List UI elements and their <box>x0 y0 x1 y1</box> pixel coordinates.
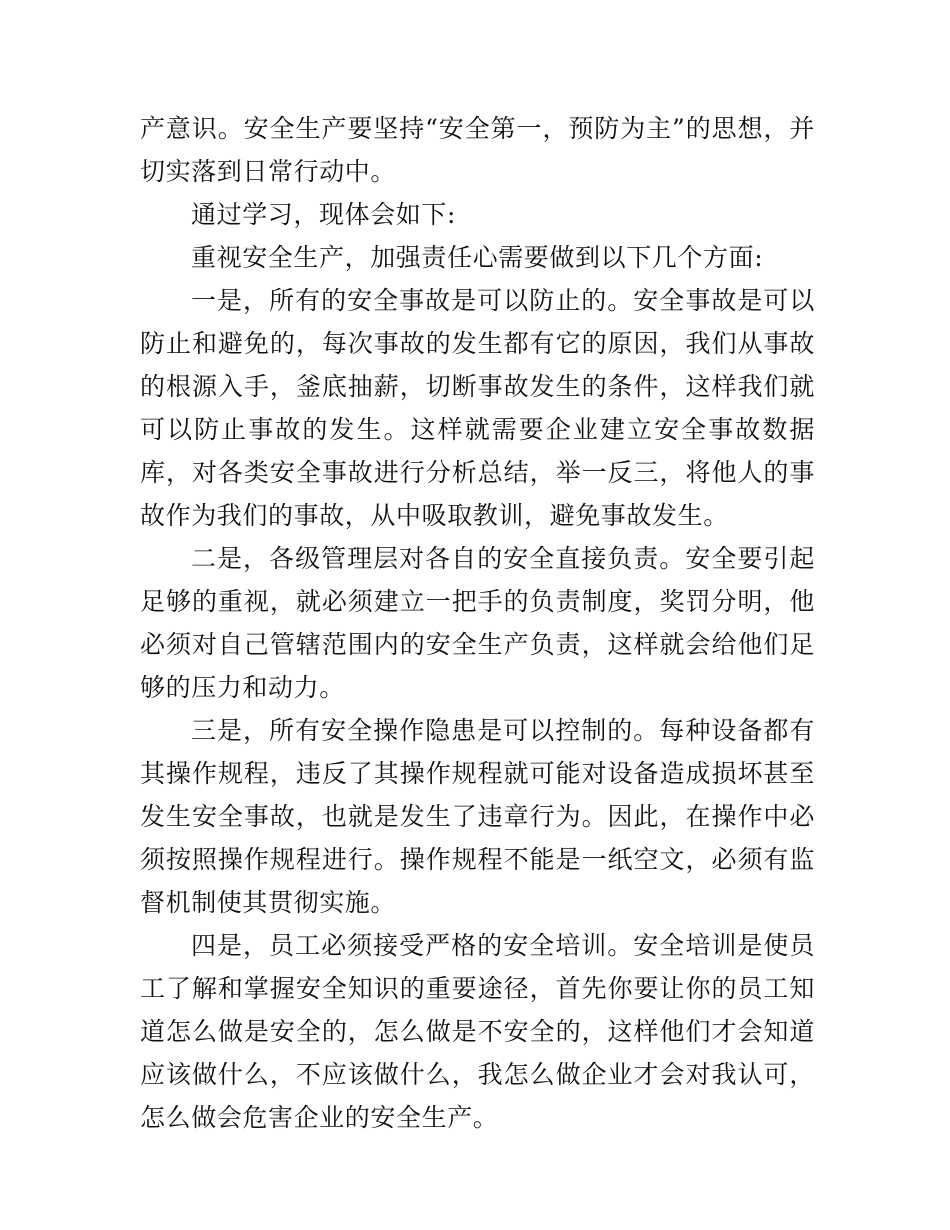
paragraph-point-three: 三是，所有安全操作隐患是可以控制的。每种设备都有其操作规程，违反了其操作规程就可能对设备造成损坏甚至发生安全事故，也就是发生了违章行为。因此，在操作中必须按照操作规程进行。操作规程不能是一纸空文，必须有监督机制使其贯彻实施。 <box>140 716 815 917</box>
paragraph-point-four: 四是，员工必须接受严格的安全培训。安全培训是使员工了解和掌握安全知识的重要途径，首先你要让你的员工知道怎么做是安全的，怎么做是不安全的，这样他们才会知道应该做什么，不应该做什么，我怎么做企业才会对我认可，怎么做会危害企业的安全生产。 <box>140 931 815 1132</box>
paragraph-summary: 重视安全生产，加强责任心需要做到以下几个方面: <box>191 243 764 272</box>
document-body <box>140 107 815 1139</box>
paragraph-continuation: 产意识。安全生产要坚持“安全第一，预防为主”的思想，并切实落到日常行动中。 <box>140 114 815 186</box>
paragraph-point-two: 二是，各级管理层对各自的安全直接负责。安全要引起足够的重视，就必须建立一把手的负责制度，奖罚分明，他必须对自己管辖范围内的安全生产负责，这样就会给他们足够的压力和动力。 <box>140 544 815 702</box>
paragraph-intro: 通过学习，现体会如下: <box>191 200 457 229</box>
paragraph-point-one: 一是，所有的安全事故是可以防止的。安全事故是可以防止和避免的，每次事故的发生都有它的原因，我们从事故的根源入手，釜底抽薪，切断事故发生的条件，这样我们就可以防止事故的发生。这样就需要企业建立安全事故数据库，对各类安全事故进行分析总结，举一反三，将他人的事故作为我们的事故，从中吸取教训，避免事故发生。 <box>140 286 815 530</box>
